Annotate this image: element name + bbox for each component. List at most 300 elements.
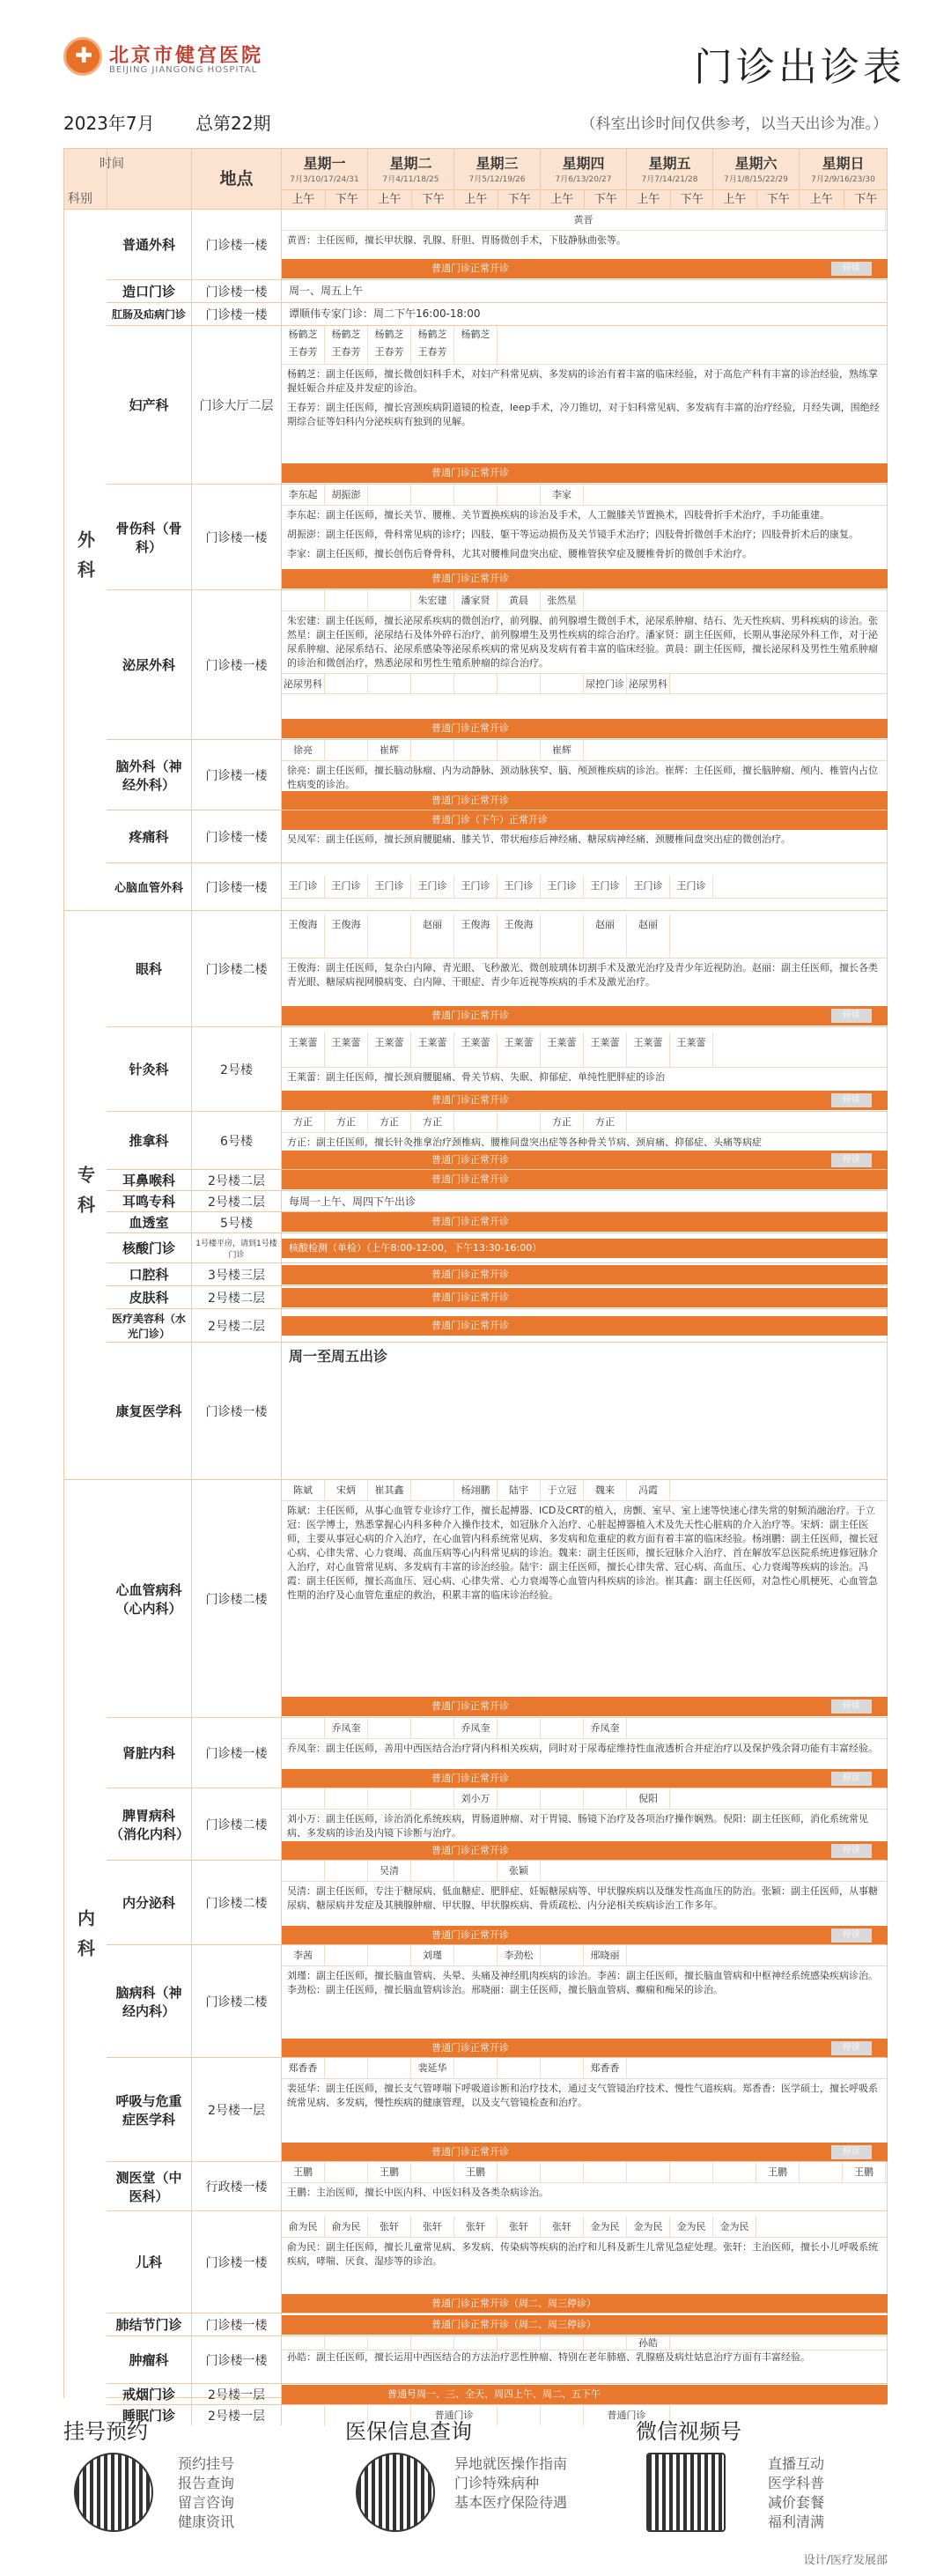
doctor-slot: 尿控门诊: [584, 674, 627, 693]
doctor-slot: 王门诊: [541, 876, 584, 898]
doctor-slot: 金为民: [670, 2217, 713, 2237]
doctor-slot: 王门诊: [325, 876, 368, 898]
status-bar: 普通门诊正常开诊: [282, 1212, 888, 1232]
doctor-description: 裴延华：副主任医师，擅长支气管哮喘下呼吸道诊断和治疗技术，通过支气管镜治疗技术、慢性气道疾病。郑香香：医学硕士，擅长呼吸系统常见病、多发病，慢性疾病的健康管理，以及支气管镜检查和治疗。: [287, 2083, 878, 2108]
day-name: 星期四: [562, 155, 605, 172]
table-row: [107, 1026, 887, 1111]
doctor-slot: 王莱蕾: [627, 1033, 670, 1067]
dept-label: 科别: [68, 192, 92, 206]
header-location: 地点: [191, 149, 281, 209]
status-bar: 普通门诊正常开诊 停诊: [282, 1091, 888, 1110]
day-dates: 7月1/8/15/22/29: [724, 175, 788, 184]
doctor-slot: 金为民: [713, 2217, 756, 2237]
doctor-slot: 王门诊: [411, 876, 454, 898]
doctor-slot: 李家: [541, 485, 584, 505]
stop-badge: 停诊: [831, 1153, 872, 1167]
dept-location: 门诊楼一楼: [191, 740, 281, 810]
stop-badge: 停诊: [831, 1699, 872, 1714]
status-bar: 普通门诊正常开诊 停诊: [282, 259, 888, 278]
day-dates: 7月6/13/20/27: [555, 175, 612, 184]
day-dates: 7月7/14/21/28: [641, 175, 698, 184]
dept-location: 门诊楼一楼: [191, 863, 281, 910]
doctor-slot: 赵丽: [411, 914, 454, 958]
doctor-slot: 杨鹤芝 王春芳: [411, 326, 454, 364]
day-name: 星期二: [389, 155, 432, 172]
doctor-slot: 孙皓: [627, 2336, 670, 2350]
doctor-slot: 刘小万: [454, 1788, 498, 1809]
doctor-slot: 方正: [325, 1112, 368, 1132]
dept-name: 核酸门诊: [122, 1240, 175, 1256]
doctor-slot: 乔凤奎: [584, 1718, 627, 1738]
dept-name: 造口门诊: [122, 284, 175, 300]
table-row: [107, 1717, 887, 1788]
dept-name: 肺结节门诊: [115, 2317, 182, 2333]
dept-name: 血透室: [129, 1215, 169, 1231]
status-bar: 普通门诊正常开诊 停诊: [282, 1697, 888, 1716]
table-row: [107, 2161, 887, 2210]
doctor-slot: 李劲松: [498, 1945, 541, 1965]
am-label: 上午: [541, 190, 585, 209]
doctor-slot: 杨鹤芝 王春芳: [325, 326, 368, 364]
dept-location: 门诊楼二楼: [191, 1861, 281, 1944]
dept-name: 肛肠及疝病门诊: [111, 308, 186, 321]
status-bar: 普通门诊正常开诊 停诊: [282, 1006, 888, 1025]
footer-title: 挂号预约: [63, 2419, 148, 2444]
status-bar: 普通门诊正常开诊 停诊: [282, 1769, 888, 1788]
doctor-slot: 倪阳: [627, 1788, 670, 1809]
dept-location: 门诊楼二楼: [191, 1480, 281, 1717]
doctor-slot: 杨翊鹏: [454, 1480, 498, 1500]
day-dates: 7月5/12/19/26: [468, 175, 526, 184]
dept-location: 门诊楼一楼: [191, 590, 281, 739]
doctor-slot: 王鹏: [454, 2162, 498, 2182]
doctor-slot: 刘瑾: [411, 1945, 454, 1965]
doctor-slot: 潘家贤: [454, 590, 498, 611]
doctor-slot: 王俊海: [325, 914, 368, 958]
category-specialty: 专科: [64, 910, 107, 1479]
day-header: [799, 149, 887, 209]
doctor-description: 王鹏：主治医师，擅长中医内科、中医妇科及各类杂病诊治。: [287, 2187, 549, 2198]
doctor-slot: 普通门诊: [584, 2405, 670, 2426]
dept-name: 口腔科: [129, 1267, 169, 1283]
doctor-slot: 王门诊: [282, 876, 325, 898]
doctor-slot: 王门诊: [584, 876, 627, 898]
dept-name: 康复医学科: [115, 1403, 182, 1419]
dept-name: 内分泌科: [122, 1895, 175, 1911]
dept-name: 眼科: [135, 961, 162, 977]
doctor-description: 吴凤军：副主任医师，擅长颈肩腰腿痛、膝关节、带状疱疹后神经痛、糖尿病神经痛、颈腰椎间盘突出症的微创治疗。: [287, 833, 791, 845]
table-row: [107, 1479, 887, 1717]
stop-badge: 停诊: [831, 262, 872, 276]
dept-location: 门诊楼二楼: [191, 1788, 281, 1860]
dept-name: 耳鸣专科: [122, 1194, 175, 1210]
doctor-description: 朱宏建：副主任医师，擅长泌尿系疾病的微创治疗，前列腺、前列腺增生微创手术，泌尿系肿瘤、结石、先天性疾病、男科疾病的诊治。张然星：副主任医师，泌尿结石及体外碎石治疗、前列腺增生及男性疾病的综合治疗。潘家贤：副主任医师，长期从事泌尿外科工作，对于泌尿系肿瘤、泌尿系结石、泌尿系感染等泌尿系疾病的常见病及发病有着丰富的临床经验。黄晨：副主任医师，擅长泌尿科及男性生殖系肿瘤的诊治和微创治疗，熟悉泌尿和男性生殖系肿瘤的综合治疗。: [287, 615, 878, 669]
table-row: [107, 2057, 887, 2161]
dept-location: 2号楼一层: [191, 2405, 281, 2425]
table-row: [107, 1285, 887, 1308]
wechat-qr-icon[interactable]: [646, 2453, 726, 2532]
table-row: [107, 209, 887, 279]
doctor-slot: 普通门诊: [411, 2405, 498, 2426]
stop-badge: 停诊: [831, 2145, 872, 2159]
stop-badge: 停诊: [831, 2041, 872, 2055]
doctor-description: 黄晋：主任医师，擅长甲状腺、乳腺、肝胆、胃肠微创手术，下肢静脉曲张等。: [287, 234, 626, 246]
dept-name: 戒烟门诊: [122, 2387, 175, 2402]
dept-location: 门诊楼一楼: [191, 2336, 281, 2383]
design-credit: 设计/医疗发展部: [803, 2554, 888, 2567]
doctor-slot: 李东起: [282, 485, 325, 505]
status-bar: 普通门诊正常开诊: [282, 1288, 888, 1307]
stop-badge: 停诊: [831, 1093, 872, 1107]
day-dates: 7月2/9/16/23/30: [811, 175, 875, 184]
hospital-en-name: BEIJING JIANGONG HOSPITAL: [109, 65, 258, 75]
footer-list: 预约挂号 报告查询 留言咨询 健康资讯: [178, 2455, 235, 2530]
status-bar: 普通号周一、三、全天、周四上午、周二、五下午: [282, 2385, 888, 2404]
doctor-description: 李东起：副主任医师，擅长关节、腰椎、关节置换疾病的诊治及手术，人工髋膝关节置换术，四肢骨折手术治疗，手功能重建。: [287, 509, 829, 521]
dept-location: 5号楼: [191, 1212, 281, 1232]
dept-location: 2号楼二层: [191, 1286, 281, 1308]
doctor-slot: 王门诊: [498, 876, 541, 898]
status-bar: 普通门诊正常开诊: [282, 1316, 888, 1336]
day-name: 星期一: [303, 155, 346, 172]
pm-label: 下午: [421, 193, 445, 206]
day-name: 星期三: [476, 155, 519, 172]
doctor-slot: 王莱蕾: [282, 1033, 325, 1067]
doctor-slot: 于立冠: [541, 1480, 584, 1500]
table-row: [107, 910, 887, 1026]
stop-badge: 停诊: [831, 1772, 872, 1786]
dept-name: 睡眠门诊: [122, 2408, 175, 2424]
doctor-slot: 王莱蕾: [454, 1033, 498, 1067]
dept-location: 门诊楼一楼: [191, 280, 281, 302]
doctor-description: 王莱蕾：副主任医师，擅长颈肩腰腿痛、骨关节病、失眠、抑郁症、单纯性肥胖症的诊治: [287, 1071, 665, 1083]
doctor-slot: 王门诊: [454, 876, 498, 898]
doctor-slot: 王俊海: [498, 914, 541, 958]
dept-location: 2号楼: [191, 1027, 281, 1111]
status-bar: 普通门诊正常开诊（周二、周三停诊）: [282, 2315, 888, 2335]
status-bar: 普通门诊正常开诊: [282, 1265, 888, 1284]
table-row: [107, 739, 887, 810]
am-label: 上午: [368, 190, 412, 209]
issue-number: 总第22期: [195, 113, 271, 134]
doctor-slot: 郑香香: [282, 2058, 325, 2078]
doctor-slot: 方正: [584, 1112, 627, 1132]
dept-location: 门诊大厅二层: [191, 326, 281, 484]
insurance-qr-icon[interactable]: [356, 2453, 435, 2532]
day-dates: 7月4/11/18/25: [382, 175, 439, 184]
pm-label: 下午: [680, 193, 704, 206]
dept-location: 门诊楼一楼: [191, 485, 281, 589]
footer-wechat: [636, 2414, 888, 2546]
doctor-slot: 胡振澎: [325, 485, 368, 505]
doctor-slot: 泌尿男科: [282, 674, 325, 693]
dept-location: 2号楼二层: [191, 1191, 281, 1211]
dept-location: 2号楼一层: [191, 2384, 281, 2404]
dept-name: 脑外科（神经外科）: [115, 758, 182, 793]
doctor-slot: 赵丽: [584, 914, 627, 958]
doctor-slot: 张轩: [411, 2217, 454, 2237]
doctor-slot: 王门诊: [627, 876, 670, 898]
table-row: [107, 1944, 887, 2057]
category-surgery: 外科: [64, 209, 107, 910]
schedule-text: 谭顺伟专家门诊：周二下午16:00-18:00: [289, 307, 481, 320]
time-label: 时间: [100, 157, 124, 171]
status-bar: 普通门诊正常开诊 停诊: [282, 1926, 888, 1945]
doctor-slot: 王莱蕾: [498, 1033, 541, 1067]
table-row: [107, 1169, 887, 1190]
dept-location: 门诊楼一楼: [191, 1343, 281, 1479]
dept-location: 2号楼二层: [191, 1309, 281, 1342]
table-row: [107, 1232, 887, 1262]
doctor-slot: 王门诊: [368, 876, 411, 898]
dept-location: 门诊楼一楼: [191, 2211, 281, 2313]
doctor-slot: 陈斌: [282, 1480, 325, 1500]
doctor-description: 吴清：副主任医师，专注于糖尿病、低血糖症、肥胖症、妊娠糖尿病等、甲状腺疾病以及继发性高血压的防治。张颖：副主任医师，从事糖尿病、糖尿病并发症及其胰腺肿瘤、甲状腺、甲状腺疾病、骨质疏松、内分泌相关疾病诊治工作多年。: [287, 1885, 878, 1911]
doctor-slot: 王俊海: [454, 914, 498, 958]
day-name: 星期日: [822, 155, 865, 172]
status-bar: 普通门诊正常开诊 停诊: [282, 2143, 888, 2162]
dept-location: 门诊楼二楼: [191, 911, 281, 1026]
status-bar: 核酸检测（单检）（上午8:00-12:00，下午13:30-16:00）: [282, 1239, 888, 1258]
table-row: [107, 862, 887, 910]
doctor-slot: 邢晓丽: [584, 1945, 627, 1965]
dept-name: 推拿科: [129, 1133, 169, 1149]
doctor-description: 刘瑾：副主任医师，擅长脑血管病、头晕、头痛及神经肌肉疾病的诊治。李茜：副主任医师，擅长脑血管病和中枢神经系统感染疾病诊治。李劲松：副主任医师，擅长脑血管病诊治。邢晓丽：副主任医师，擅长脑血管病、癫痫和痴呆的诊治。: [287, 1970, 878, 1995]
doctor-slot: 俞为民: [325, 2217, 368, 2237]
doctor-slot: 魏来: [584, 1480, 627, 1500]
page-footer: [63, 2414, 888, 2576]
doctor-slot: 方正: [282, 1112, 325, 1132]
doctor-slot: 乔凤奎: [454, 1718, 498, 1738]
doctor-slot: 金为民: [584, 2217, 627, 2237]
am-label: 上午: [282, 190, 326, 209]
table-row: [107, 1190, 887, 1211]
issue-date: 2023年7月: [63, 113, 155, 134]
footer-title: 医保信息查询: [345, 2419, 472, 2444]
table-row: [107, 279, 887, 302]
doctor-slot: 黄晨: [498, 590, 541, 611]
doctor-slot: 王莱蕾: [325, 1033, 368, 1067]
registration-qr-icon[interactable]: [74, 2453, 153, 2532]
day-header: [453, 149, 540, 209]
am-label: 上午: [627, 190, 671, 209]
am-label: 上午: [800, 190, 844, 209]
status-bar: 普通门诊（下午）正常开诊: [282, 811, 888, 830]
doctor-slot: 杨鹤芝: [454, 326, 498, 364]
dept-name: 针灸科: [129, 1062, 169, 1077]
doctor-slot: 王俊海: [282, 914, 325, 958]
doctor-slot: 吴清: [368, 1861, 411, 1881]
table-header: [64, 149, 887, 209]
dept-name: 疼痛科: [129, 829, 169, 845]
dept-name: 耳鼻喉科: [122, 1173, 175, 1188]
doctor-description: 王俊海：副主任医师，复杂白内障、青光眼、飞秒激光、微创玻璃体切割手术及激光治疗及青少年近视防治。赵丽：副主任医师，擅长各类青光眼、糖尿病视网膜病变、白内障、干眼症、青少年近视等疾病的手术及激光治疗。: [287, 962, 878, 988]
table-row: [107, 2335, 887, 2383]
stop-badge: 停诊: [831, 1844, 872, 1858]
schedule-text: 周一、周五上午: [289, 285, 364, 297]
dept-name: 测医堂（中医科）: [115, 2169, 182, 2204]
doctor-slot: 王莱蕾: [670, 1033, 713, 1067]
day-header: [281, 149, 367, 209]
day-header: [626, 149, 712, 209]
table-row: [107, 1342, 887, 1479]
table-row: [107, 2383, 887, 2404]
doctor-description: 陈斌：主任医师，从事心血管专业诊疗工作，擅长起搏器、ICD及CRT的植入，房颤、室早、室上速等快速心律失常的射频消融治疗。于立冠：医学博士，熟悉掌握心内科多种介入操作技术，如冠脉介入治疗、心脏起搏器植入术及先天性心脏病的介入治疗等。宋炳：副主任医师，主要从事冠心病的介入治疗，在心血管内科系统常见病、多发病和危重症的救方面有着丰富的临床经验。杨翊鹏：副主任医师，擅长冠心病、心律失常、心力衰竭、高血压病等心内科常见病的诊治。魏来：副主任医师，擅长冠脉介入治疗、首在解放军总医院系统进修冠脉介入治疗，对心血管常见病、多发病有丰富的诊治经验。陆宇：副主任医师，擅长心律失常、冠心病、高血压、心力衰竭等疾病的诊治。冯霞：副主任医师，擅长高血压、冠心病、心律失常、心力衰竭等心血管内科疾病的诊治。崔其鑫：副主任医师，对急性心肌梗死、心血管急性期的治疗及心血管危重症的救治，积累丰富的临床诊治经验。: [287, 1505, 878, 1601]
dept-location: 2号楼二层: [191, 1170, 281, 1190]
am-label: 上午: [713, 190, 757, 209]
doctor-slot: 俞为民: [282, 2217, 325, 2237]
doctor-slot: 方正: [541, 1112, 584, 1132]
doctor-slot: 朱宏建: [411, 590, 454, 611]
doctor-slot: 王鹏: [282, 2162, 325, 2182]
dept-name: 医疗美容科（水光门诊）: [111, 1312, 186, 1340]
dept-location: 门诊楼一楼: [191, 210, 281, 279]
pm-label: 下午: [766, 193, 790, 206]
status-bar: 普通门诊正常开诊: [282, 1170, 888, 1189]
dept-location: 6号楼: [191, 1112, 281, 1169]
dept-location: 1号楼平房，请到1号楼门诊: [191, 1233, 281, 1262]
table-row: [107, 810, 887, 862]
day-name: 星期六: [734, 155, 778, 172]
status-bar: 普通门诊正常开诊 停诊: [282, 2039, 888, 2058]
dept-location: 门诊楼一楼: [191, 811, 281, 862]
dept-name: 肾脏内科: [122, 1745, 175, 1761]
dept-name: 呼吸与危重症医学科: [115, 2092, 182, 2128]
dept-name: 骨伤科（骨 科）: [115, 520, 182, 555]
footer-list: 直播互动 医学科普 减价套餐 福利清满: [768, 2455, 825, 2530]
doctor-slot: 崔辉: [541, 740, 584, 760]
doctor-slot: 王莱蕾: [368, 1033, 411, 1067]
doctor-slot: 金为民: [627, 2217, 670, 2237]
page-header: [0, 0, 951, 99]
doctor-slot: 杨鹤芝 王春芳: [282, 326, 325, 364]
dept-name: 皮肤科: [129, 1290, 169, 1306]
doctor-slot: 张轩: [498, 2217, 541, 2237]
doctor-slot: 王鹏: [368, 2162, 411, 2182]
footer-insurance: [345, 2414, 609, 2546]
doctor-slot: 方正: [411, 1112, 454, 1132]
header-corner: [64, 149, 124, 209]
dept-name: 心脑血管外科: [114, 882, 183, 895]
hospital-name: 北京市健宫医院: [109, 45, 264, 67]
dept-name: 普通外科: [122, 237, 175, 253]
dept-name: 儿科: [135, 2254, 162, 2270]
doctor-slot: 张然星: [541, 590, 584, 611]
footer-title: 微信视频号: [636, 2419, 741, 2444]
day-header: [367, 149, 453, 209]
doctor-slot: 王莱蕾: [411, 1033, 454, 1067]
doctor-slot: 李茜: [282, 1945, 325, 1965]
day-dates: 7月3/10/17/24/31: [290, 175, 359, 184]
header-dept-column: [107, 149, 191, 209]
day-name: 星期五: [648, 155, 691, 172]
doctor-description: 胡振澎：副主任医师，骨科常见病的诊疗；四肢、躯干等运动损伤及关节镜手术治疗；四肢骨折微创手术治疗；四肢骨折术后的康复。: [287, 529, 859, 540]
table-row: [107, 302, 887, 325]
doctor-slot: 徐亮: [282, 740, 325, 760]
table-row: [107, 589, 887, 739]
schedule-text: 周一至周五出诊: [289, 1348, 388, 1365]
doctor-description: 孙皓：副主任医师，擅长运用中西医结合的方法治疗恶性肿瘤、特别在老年肺癌、乳腺癌及病灶姑息治疗方面有丰富经验。: [287, 2351, 810, 2363]
dept-name: 肿瘤科: [129, 2352, 169, 2368]
hospital-logo-icon: [63, 37, 102, 76]
dept-name: 泌尿外科: [122, 657, 175, 673]
status-bar: 普通门诊正常开诊: [282, 791, 888, 811]
pm-label: 下午: [854, 193, 878, 206]
doctor-slot: 黄晋: [282, 210, 886, 230]
doctor-slot: 宋炳: [325, 1480, 368, 1500]
status-bar: 普通门诊正常开诊（周二、周三停诊）: [282, 2294, 888, 2313]
doctor-slot: 王莱蕾: [541, 1033, 584, 1067]
status-bar: 普通门诊正常开诊: [282, 463, 888, 483]
day-header: [540, 149, 626, 209]
doctor-slot: 裴延华: [411, 2058, 454, 2078]
footer-registration: [63, 2414, 328, 2546]
doctor-slot: 王鹏: [843, 2162, 886, 2182]
dept-location: 门诊楼一楼: [191, 2313, 281, 2335]
table-row: [107, 325, 887, 484]
dept-name: 脑病科（神经内科）: [115, 1984, 182, 2019]
dept-location: 行政楼一楼: [191, 2162, 281, 2210]
status-bar: 普通门诊正常开诊 停诊: [282, 1841, 888, 1861]
doctor-slot: 冯霞: [627, 1480, 670, 1500]
doctor-slot: 方正: [368, 1112, 411, 1132]
doctor-slot: 陆宇: [498, 1480, 541, 1500]
table-row: [107, 1211, 887, 1232]
dept-name: 心血管病科（心内科）: [115, 1581, 182, 1617]
schedule-table: [63, 148, 888, 2424]
am-label: 上午: [454, 190, 498, 209]
doctor-slot: 赵丽: [627, 914, 670, 958]
dept-name: 脾胃病科（消化内科）: [110, 1807, 190, 1842]
dept-name: 妇产科: [129, 397, 169, 413]
doctor-slot: 杨鹤芝 王春芳: [368, 326, 411, 364]
doctor-slot: 乔凤奎: [325, 1718, 368, 1738]
dept-location: 门诊楼二楼: [191, 1945, 281, 2057]
doctor-description: 徐亮：副主任医师，擅长脑动脉瘤、内为动静脉、颈动脉狭窄、脑、颅颈椎疾病的诊治。崔辉：主任医师，擅长脑肿瘤、颅内、椎管内占位性病变的诊治。: [287, 765, 878, 790]
dept-location: 3号楼三层: [191, 1263, 281, 1285]
doctor-description: 俞为民：副主任医师，擅长儿童常见病、多发病、传染病等疾病的治疗和儿科及新生儿常见急症处理。张轩：主治医师，擅长小儿呼吸系统疾病，哮喘、厌食、湿疹等的诊治。: [287, 2241, 878, 2267]
issue-bar: [63, 109, 888, 136]
doctor-description: 王春芳：副主任医师，擅长宫颈疾病阴道镜的检查，leep手术，冷刀锥切，对于妇科常见病、多发病有丰富的治疗经验，月经失调，围绝经期综合征等妇科内分泌疾病有独到的见解。: [287, 402, 880, 427]
table-row: [107, 2313, 887, 2335]
doctor-description: 乔凤奎：副主任医师，善用中西医结合治疗肾内科相关疾病，同时对于尿毒症维持性血液透析合并症治疗以及保护残余肾功能有丰富经验。: [287, 1743, 878, 1754]
dept-location: 2号楼一层: [191, 2058, 281, 2161]
stop-badge: 停诊: [831, 1928, 872, 1943]
doctor-slot: 张颖: [498, 1861, 541, 1881]
table-row: [107, 2210, 887, 2313]
status-bar: 普通门诊正常开诊: [282, 569, 888, 588]
doctor-slot: 王门诊: [670, 876, 713, 898]
doctor-slot: 郑香香: [584, 2058, 627, 2078]
doctor-slot: 泌尿男科: [627, 674, 670, 693]
schedule-text: 每周一上午、周四下午出诊: [289, 1195, 417, 1208]
doctor-slot: 崔其鑫: [368, 1480, 411, 1500]
pm-label: 下午: [335, 193, 358, 206]
doctor-slot: 崔辉: [368, 740, 411, 760]
pm-label: 下午: [593, 193, 617, 206]
pm-label: 下午: [507, 193, 531, 206]
status-bar: 普通门诊正常开诊 停诊: [282, 1151, 888, 1170]
doctor-description: 刘小万：副主任医师，诊治消化系统疾病，胃肠道肿瘤、对于胃镜、肠镜下治疗及各项治疗操作娴熟。倪阳：副主任医师，消化系统常见病、多发病的诊治及内镜下诊断与治疗。: [287, 1813, 868, 1839]
table-row: [107, 1262, 887, 1285]
stop-badge: 停诊: [831, 1009, 872, 1023]
page-title: 门诊出诊表: [694, 45, 905, 90]
table-row: [107, 1860, 887, 1944]
doctor-slot: 张轩: [541, 2217, 584, 2237]
doctor-slot: 张轩: [454, 2217, 498, 2237]
day-header: [712, 149, 799, 209]
doctor-slot: 张轩: [368, 2217, 411, 2237]
